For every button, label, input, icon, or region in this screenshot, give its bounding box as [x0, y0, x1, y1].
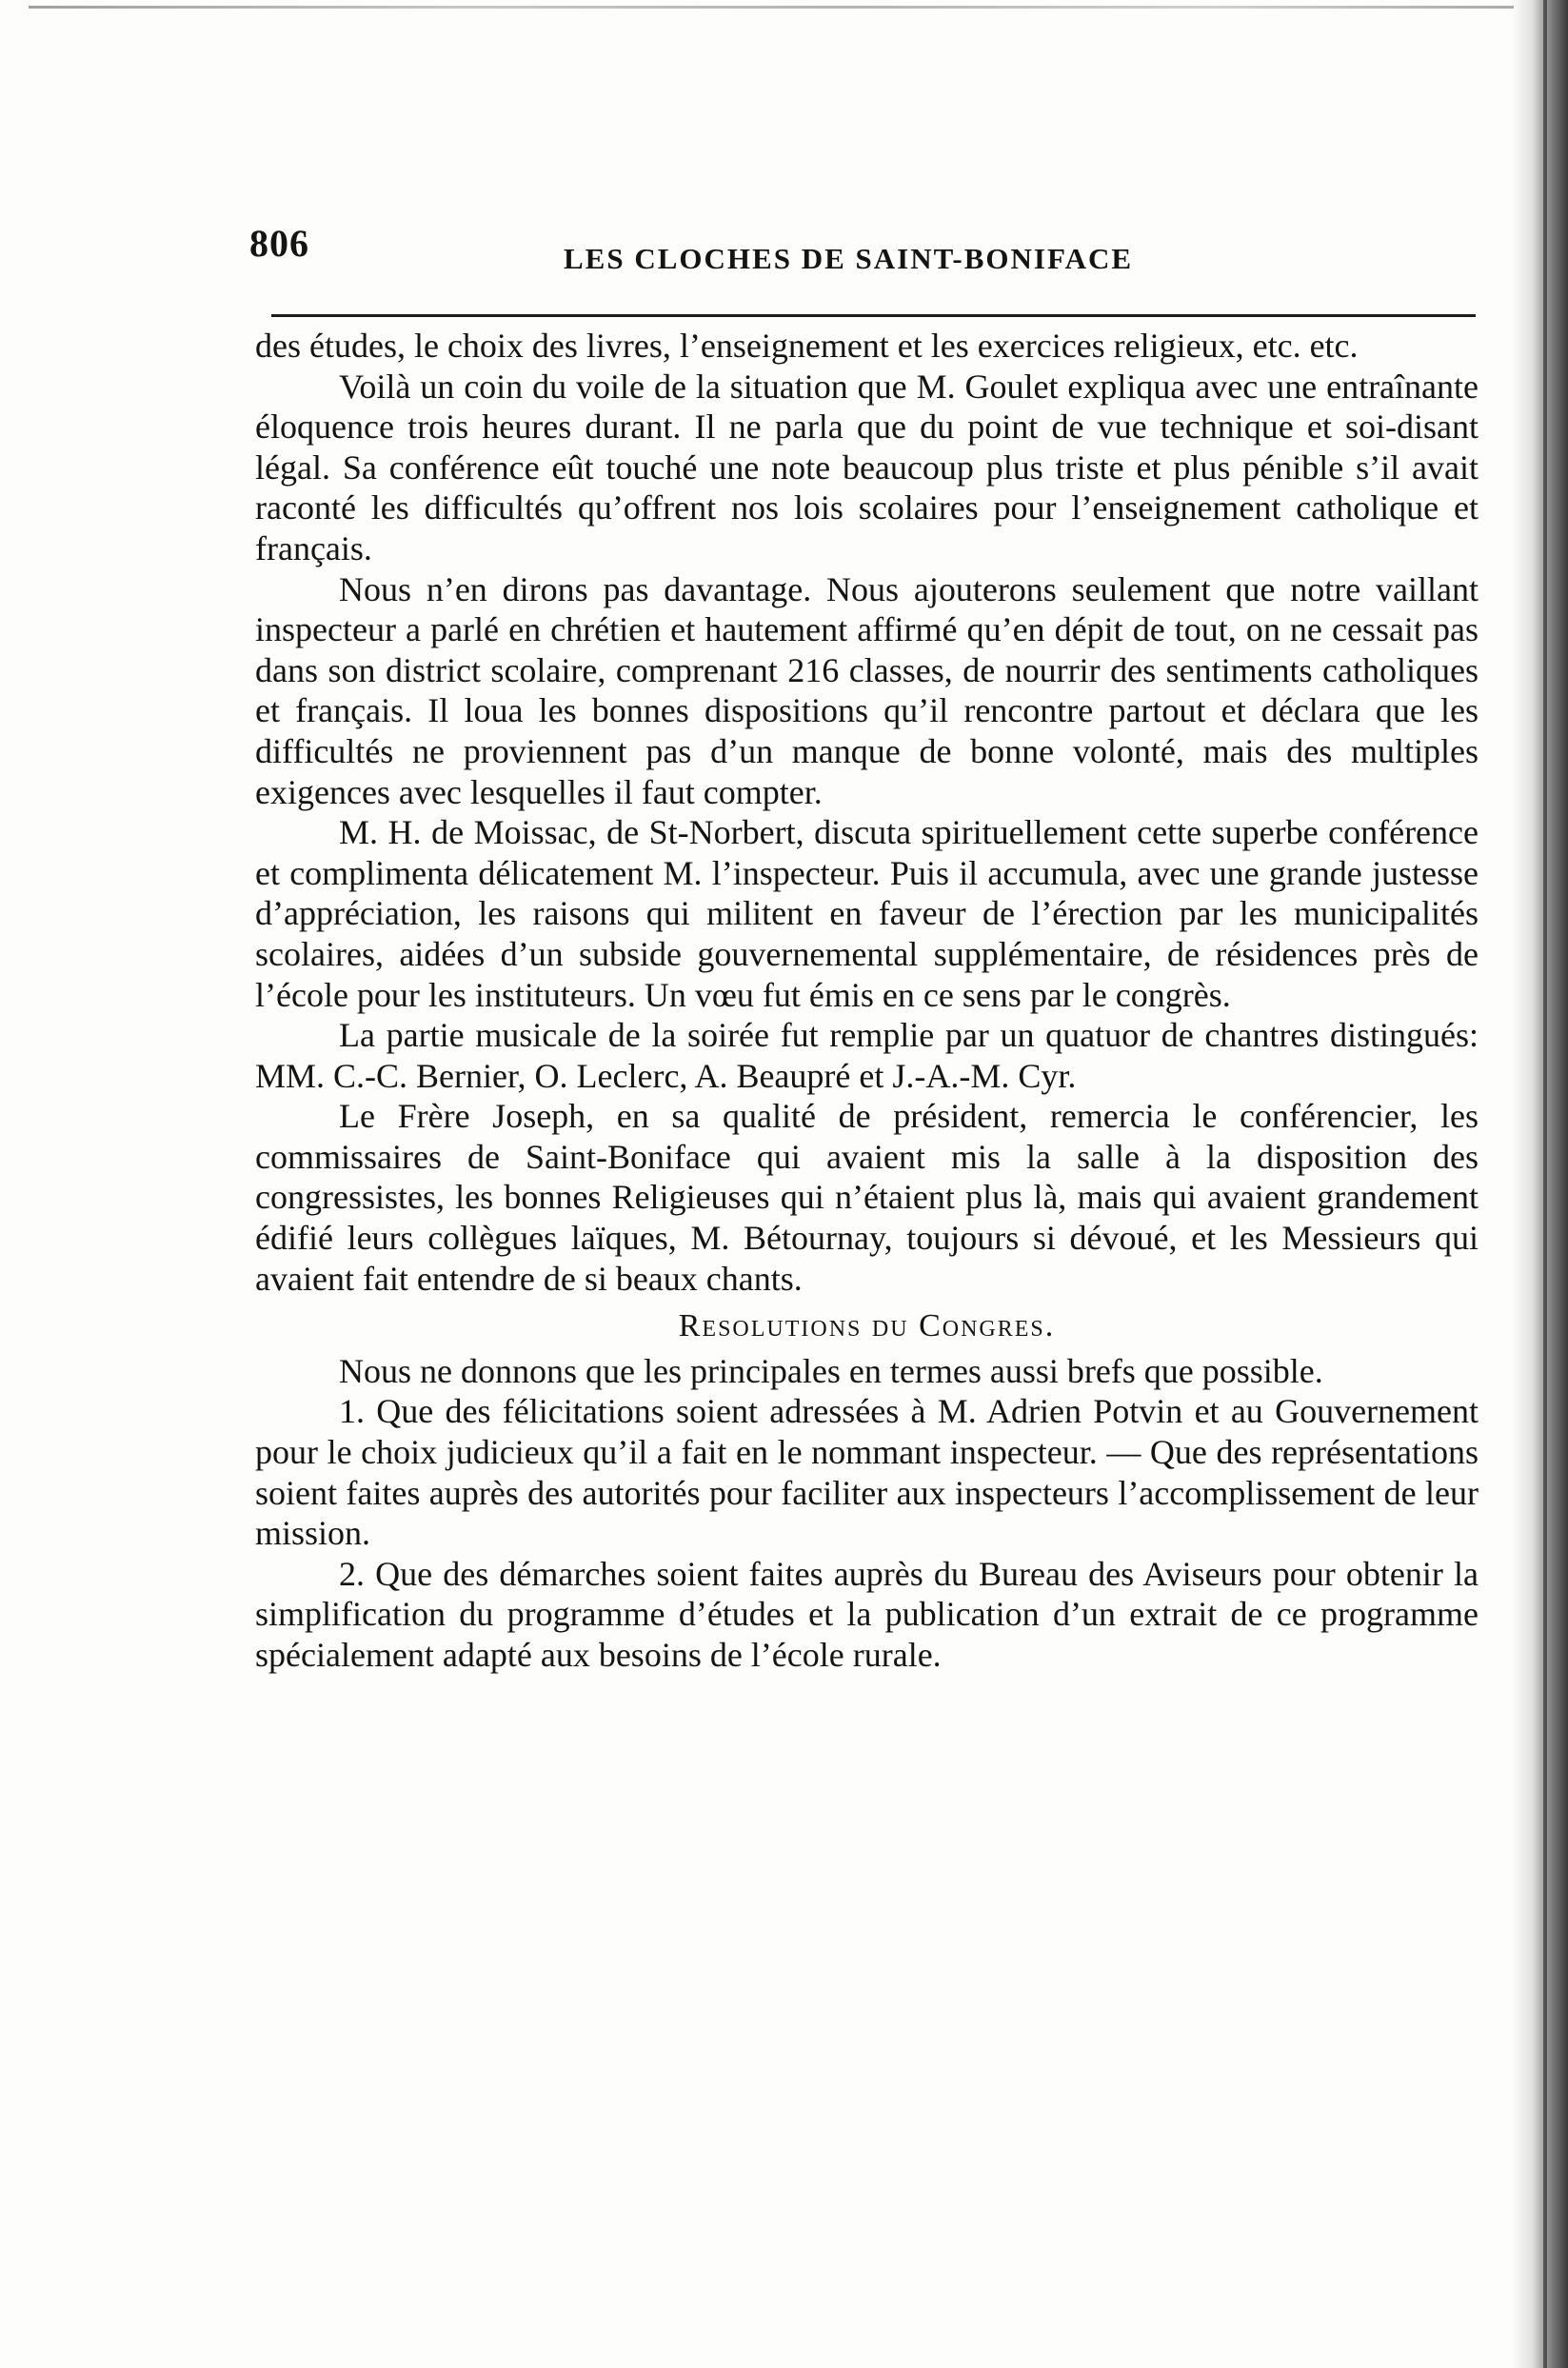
- resolution-1: 1. Que des félicitations soient adressées à M. Adrien Potvin et au Gouvernement pour le choix judicieux qu’il a fait en le nommant inspecteur. — Que des représentations soient faites auprès des autorités pour faciliter aux inspecteurs l’accomplissement de leur mission.: [255, 1392, 1479, 1553]
- paragraph-inspecteur: Nous n’en dirons pas davantage. Nous ajouterons seulement que notre vaillant inspecteur a parlé en chrétien et hautement affirmé qu’en dépit de tout, on ne cessait pas dans son district scolaire, comprenant 216 classes, de nourrir des sentiments catholiques et français. Il loua les bonnes dispositions qu’il rencontre partout et déclara que les difficultés ne proviennent pas d’un manque de bonne volonté, mais des multiples exigences avec lesquelles il faut compter.: [255, 569, 1479, 811]
- paragraph-frere-joseph: Le Frère Joseph, en sa qualité de président, remercia le conférencier, les commissaires de Saint-Boniface qui avaient mis la salle à la disposition des congressistes, les bonnes Religieuses qui n’étaient plus là, mais qui avaient grandement édifié leurs collègues laïques, M. Bétournay, toujours si dévoué, et les Messieurs qui avaient fait entendre de si beaux chants.: [255, 1097, 1479, 1298]
- header-rule: [271, 314, 1476, 317]
- resolution-2: 2. Que des démarches soient faites auprès du Bureau des Aviseurs pour obtenir la simplification du programme d’études et la publication d’un extrait de ce programme spécialement adapté aux besoins de l’école rurale.: [255, 1554, 1479, 1674]
- paragraph-goulet: Voilà un coin du voile de la situation que M. Goulet expliqua avec une entraînante éloquence trois heures durant. Il ne parla que du point de vue technique et soi-disant légal. Sa conférence eût touché une note beaucoup plus triste et plus pénible s’il avait raconté les difficultés qu’offrent nos lois scolaires pour l’enseignement catholique et français.: [255, 367, 1479, 567]
- page-number: 806: [249, 222, 309, 265]
- running-title: LES CLOCHES DE SAINT-BONIFACE: [564, 242, 1134, 275]
- paragraph-moissac: M. H. de Moissac, de St-Norbert, discuta spirituellement cette superbe conférence et complimenta délicatement M. l’inspecteur. Puis il accumula, avec une grande justesse d’appréciation, les raisons qui militent en faveur de l’érection par les municipalités scolaires, aidées d’un subside gouvernemental supplémentaire, de résidences près de l’école pour les instituteurs. Un vœu fut émis en ce sens par le congrès.: [255, 813, 1479, 1014]
- resolutions-intro: Nous ne donnons que les principales en termes aussi brefs que possible.: [339, 1351, 1323, 1390]
- scan-edge-right: [1513, 0, 1568, 2368]
- paragraph-continuation: des études, le choix des livres, l’enseignement et les exercices religieux, etc. etc.: [255, 327, 1359, 365]
- body-text: [255, 326, 1479, 1676]
- scan-binding-line: [1543, 0, 1547, 2368]
- section-heading: Resolutions du Congres.: [678, 1308, 1056, 1344]
- running-head: [249, 221, 1478, 278]
- paragraph-musicale: La partie musicale de la soirée fut remplie par un quatuor de chantres distingués: MM. C.-C. Bernier, O. Leclerc, A. Beaupré et J.-A.-M. Cyr.: [255, 1016, 1479, 1095]
- scan-edge-top: [29, 6, 1514, 9]
